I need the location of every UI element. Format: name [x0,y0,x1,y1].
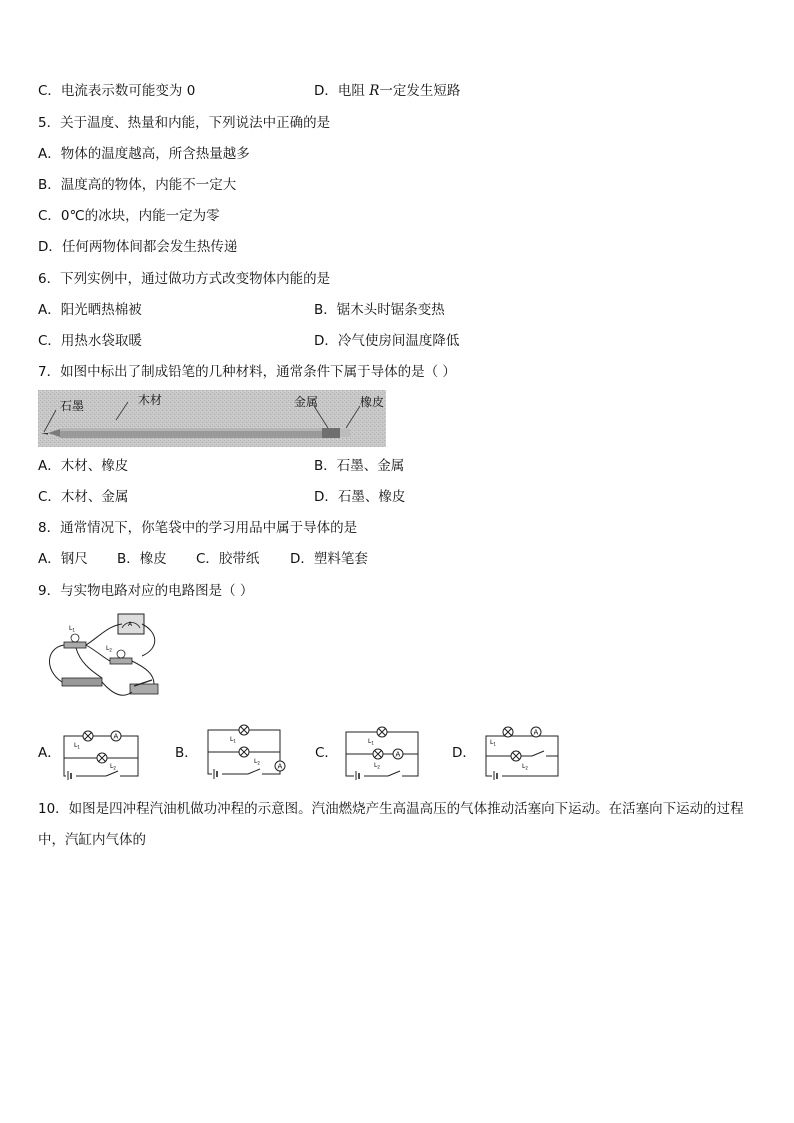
q7-option-a: A．木材、橡皮 [38,458,129,474]
wire-5 [102,682,132,695]
circuit-c-ammeter-icon [393,749,403,759]
circuit-a-l1-label [74,742,80,750]
label-wood: 木材 [138,393,163,407]
physical-circuit-figure [42,612,164,704]
pencil-metal-band [322,428,340,438]
circuit-c-l1-letter: L [368,738,372,745]
q5-option-b: B．温度高的物体，内能不一定大 [38,177,237,193]
label-graphite: 石墨 [60,399,85,413]
circuit-b-l2-letter: L [254,758,258,765]
wire-2 [86,624,122,645]
lamp-l2-label-letter: L [106,645,110,652]
ammeter-label: A [128,621,133,628]
q9-option-d-label: D． [452,745,476,761]
q5-option-c: C．0℃的冰块，内能一定为零 [38,208,220,224]
lamp-l1-label-letter: L [69,625,73,632]
q8-option-b: B．橡皮 [117,551,167,567]
pencil-wood-highlight [60,428,322,431]
circuit-c-l2-label [374,762,380,770]
q6-option-b: B．锯木头时锯条变热 [314,302,445,318]
q8-stem: 8．通常情况下，你笔袋中的学习用品中属于导体的是 [38,520,358,536]
lamp-l1-label-subscript: 1 [72,627,75,633]
circuit-a-l2-letter: L [110,763,114,770]
circuit-b-ammeter-icon [275,761,285,771]
circuit-d-ammeter-icon [531,727,541,737]
circuit-b-l2-label [254,758,260,766]
q8-option-c: C．胶带纸 [196,551,260,567]
q9-option-b-label: B． [175,745,198,761]
q6-option-d: D．冷气使房间温度降低 [314,333,460,349]
circuit-c-ammeter-letter: A [395,750,401,759]
q8-option-a: A．钢尺 [38,551,88,567]
circuit-d-l1-label [490,739,496,747]
circuit-d-lamp-l1-icon [503,727,513,737]
circuit-d-l2-subscript: 2 [525,765,528,771]
circuit-b-l1-label [230,736,236,744]
q9-option-c-label: C． [315,745,338,761]
lamp-l2-label-subscript: 2 [109,647,112,653]
label-metal: 金属 [294,395,319,409]
q6-option-c: C．用热水袋取暖 [38,333,142,349]
pencil-figure [38,390,386,447]
circuit-c-l1-label [368,738,374,746]
circuit-diagram-b [204,720,290,780]
lamp-l1-bulb-icon [71,634,79,642]
q10-stem: 10．如图是四冲程汽油机做功冲程的示意图。汽油燃烧产生高温高压的气体推动活塞向下运动。在活塞向下运动的过程中，汽缸内气体的 [38,801,744,848]
circuit-diagram-d [482,722,562,780]
circuit-b-lamp-l2-icon [239,747,249,757]
q4-option-d-suffix: 一定发生短路 [379,83,461,99]
circuit-d-l1-letter: L [490,739,494,746]
q5-option-d: D．任何两物体间都会发生热传递 [38,239,238,255]
circuit-a-ammeter-icon [111,731,121,741]
q4-option-d-symbol: R [369,83,380,99]
battery-pack [62,678,102,686]
circuit-b-ammeter-letter: A [277,762,283,771]
wire-1 [49,645,64,682]
circuit-a-lamp-l1-icon [83,731,93,741]
circuit-d-l2-label [522,763,528,771]
q5-option-a: A．物体的温度越高，所含热量越多 [38,146,250,162]
circuit-c-l2-letter: L [374,762,378,769]
q7-option-c: C．木材、金属 [38,489,129,505]
q8-option-d: D．塑料笔套 [290,551,368,567]
label-eraser: 橡皮 [360,395,385,409]
q6-stem: 6．下列实例中，通过做功方式改变物体内能的是 [38,271,331,287]
circuit-b-l1-subscript: 1 [233,738,236,744]
circuit-a-l1-letter: L [74,742,78,749]
q4-option-c: C．电流表示数可能变为 0 [38,83,196,99]
pencil-figure-background [38,390,386,447]
q4-option-d [314,82,460,100]
circuit-c-lamp-l2-icon [373,749,383,759]
circuit-a-lamp-l2-icon [97,753,107,763]
q4-option-d-prefix: D．电阻 [314,83,370,99]
circuit-d-l2-letter: L [522,763,526,770]
lamp-l2-label [106,645,112,653]
circuit-d-lamp-l2-icon [511,751,521,761]
circuit-a-l2-label [110,763,116,771]
circuit-c-l1-subscript: 1 [371,740,374,746]
q5-stem: 5．关于温度、热量和内能，下列说法中正确的是 [38,115,331,131]
circuit-d-ammeter-letter: A [533,728,539,737]
pencil-eraser [340,429,350,437]
circuit-b-l2-subscript: 2 [257,760,260,766]
circuit-diagram-c [342,722,422,780]
q7-stem: 7．如图中标出了制成铅笔的几种材料，通常条件下属于导体的是（ ） [38,364,456,380]
lamp-l2-bulb-icon [117,650,125,658]
circuit-a-l2-subscript: 2 [113,765,116,771]
lamp-l1-label [69,625,75,633]
q6-option-a: A．阳光晒热棉被 [38,302,142,318]
q7-option-b: B．石墨、金属 [314,458,405,474]
q9-option-a-label: A． [38,745,61,761]
q9-stem: 9．与实物电路对应的电路图是（ ） [38,583,254,599]
circuit-b-lamp-l1-icon [239,725,249,735]
circuit-c-l2-subscript: 2 [377,764,380,770]
circuit-c-lamp-l1-icon [377,727,387,737]
circuit-a-l1-subscript: 1 [77,744,80,750]
circuit-d-l1-subscript: 1 [493,741,496,747]
circuit-b-l1-letter: L [230,736,234,743]
lamp-l1-base [64,642,86,648]
lamp-l2-base [110,658,132,664]
circuit-diagram-a [62,722,142,780]
circuit-a-ammeter-letter: A [113,732,119,741]
q7-option-d: D．石墨、橡皮 [314,489,406,505]
